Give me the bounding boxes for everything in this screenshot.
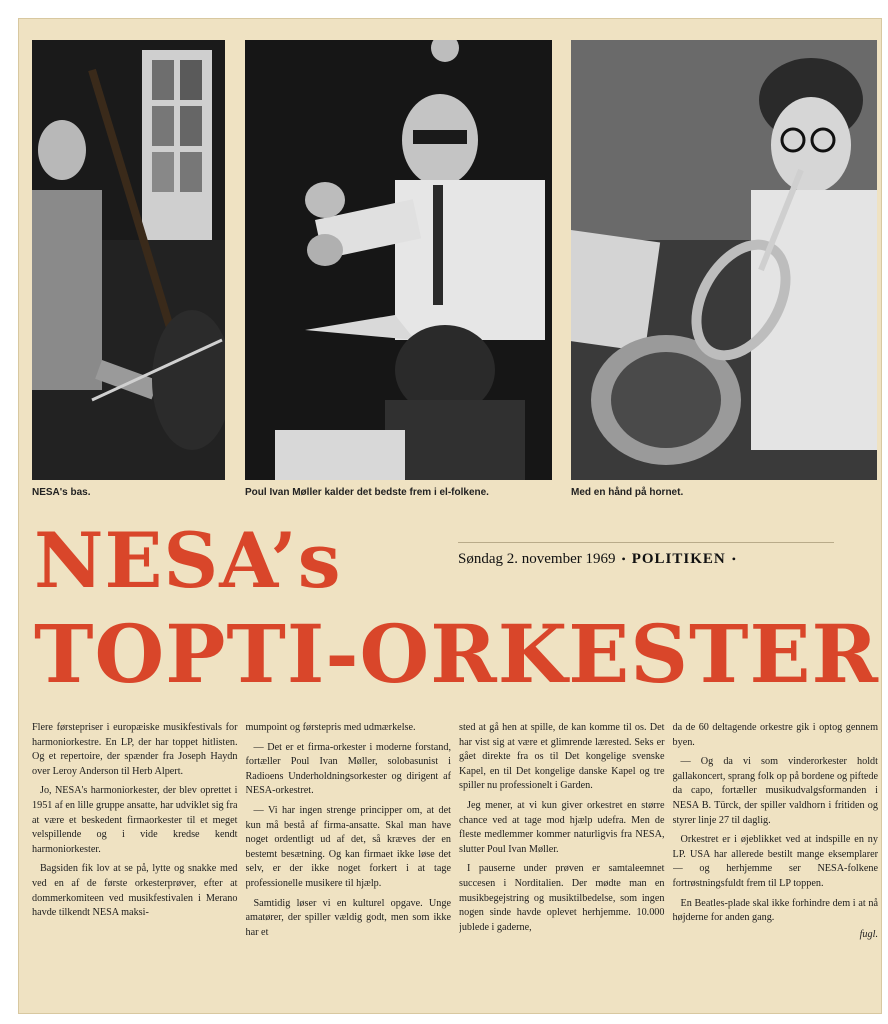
publication-date: Søndag 2. november 1969 — [458, 550, 616, 567]
newspaper-name: POLITIKEN — [631, 550, 726, 567]
article-column-3 — [459, 721, 665, 945]
paragraph: Flere førstepriser i europæiske musikfestivals for harmoniorkestre. En LP, der har toppet hitlisten. Og et repertoire, der spænder fra Joseph Haydn over Leroy Anderson til Herb Alpert. — [32, 722, 238, 777]
paragraph: Samtidig løser vi en kulturel opgave. Unge amatører, der spiller vældig godt, men som ikke har et — [245, 897, 451, 938]
photo-caption-2: Poul Ivan Møller kalder det bedste frem i el-folkene. — [245, 487, 489, 498]
photo-caption-1: NESA's bas. — [32, 487, 91, 498]
paragraph: Orkestret er i øjeblikket ved at indspille en ny LP. USA har allerede bestilt mange eksemplarer — og herhjemme ser NESA-folkene fortrøstningsfuldt frem til LP toppen. — [672, 834, 878, 889]
paragraph: da de 60 deltagende orkestre gik i optog gennem byen. — [672, 722, 878, 748]
newspaper-clipping — [18, 18, 882, 1014]
paragraph: Bagsiden fik lov at se på, lytte og snakke med ved en af de første orkesterprøver, efter at dommerkomiteen ved musikfestivalen i Merano havde tilkendt NESA maksi- — [32, 863, 238, 919]
paragraph: En Beatles-plade skal ikke forhindre dem i at nå højderne for anden gang. — [672, 897, 878, 924]
dateline-separator: • — [621, 551, 626, 566]
article-body — [32, 721, 878, 945]
photo-caption-3: Med en hånd på hornet. — [571, 487, 684, 498]
photo-bass-player — [32, 40, 225, 480]
photo-conductor — [245, 40, 552, 480]
article-column-2 — [246, 721, 452, 945]
paragraph: mumpoint og førstepris med udmærkelse. — [245, 722, 416, 733]
paragraph: I pauserne under prøven er samtaleemnet succesen i Norditalien. Der mødte man en musikbegejstring og musiktilbedelse, som ingen nogen sinde havde oplevet herhjemme. 10.000 jublede i gaderne, — [459, 863, 665, 933]
dateline — [458, 542, 834, 575]
author-signature: fugl. — [859, 928, 878, 940]
headline-line-2: TOPTI-ORKESTER — [34, 607, 879, 701]
bass-player-image — [32, 40, 225, 480]
article-column-1 — [32, 721, 238, 945]
paragraph: — Det er et firma-orkester i moderne forstand, fortæller Poul Ivan Møller, solobasunist i Radioens Underholdningsorkester og dirigent af NESA-orkestret. — [245, 741, 451, 797]
paragraph: — Og da vi som vinderorkester holdt gallakoncert, sprang folk op på bordene og piftede da capo, fortæller musikudvalgsformanden i NESA B. Türck, der spiller valdhorn i fritiden og styrer linje 27 til daglig. — [672, 756, 878, 826]
paragraph: — Vi har ingen strenge principper om, at det kun må bestå af firma-ansatte. Skal man have noget ordentligt ud af det, så kræves der en bestemt besætning. Og kan firmaet ikke løse det selv, er der ikke noget forkert i at tage professionelle musikere til hjælp. — [245, 804, 451, 889]
horn-player-image — [571, 40, 877, 480]
paragraph: Jo, NESA's harmoniorkester, der blev oprettet i 1951 af en lille gruppe ansatte, har udviklet sig fra at være et beskedent firmaorkester til et meget velspillende og i vide kredse kendt harmoniorkester. — [32, 785, 238, 855]
photo-horn-player — [571, 40, 877, 480]
conductor-image — [245, 40, 552, 480]
headline-line-1: NESA’s — [34, 516, 342, 605]
dateline-separator-end: • — [731, 551, 736, 566]
article-column-4 — [673, 721, 879, 945]
paragraph: sted at gå hen at spille, de kan komme til os. Det har vist sig at være et glimrende lærested. Seks er gået direkte fra os til Det kongelige svenske Kapel, en til Det kongelige danske Kapel og tre spiller nu professionelt i Garden. — [459, 722, 665, 792]
paragraph: Jeg mener, at vi kun giver orkestret en større chance ved at tage mod hjælp udefra. Men de fleste medlemmer kommer naturligvis fra NESA, slutter Poul Ivan Møller. — [459, 799, 665, 855]
